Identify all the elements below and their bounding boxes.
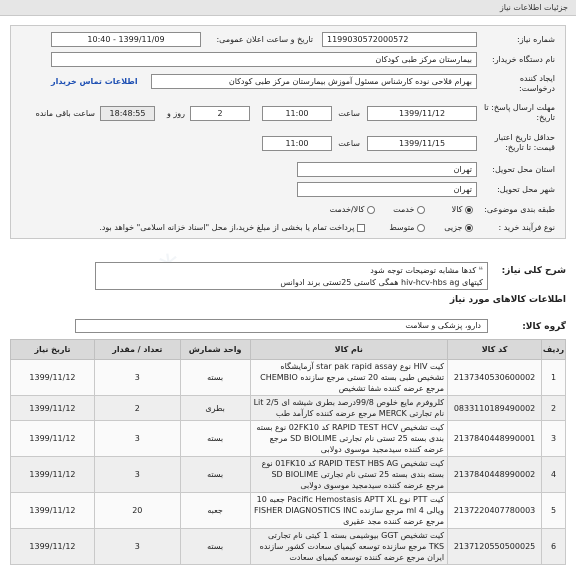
radio-minor[interactable]: [465, 224, 473, 232]
description-line-1: ❝کدها مشابه توضیحات توجه شود: [370, 266, 483, 276]
price-validity-time-field[interactable]: 11:00: [262, 136, 332, 151]
col-qty-header[interactable]: تعداد / مقدار: [94, 340, 180, 360]
item-unit: جعبه: [180, 493, 250, 529]
remaining-label: ساعت باقی مانده: [35, 109, 95, 118]
col-unit-header[interactable]: واحد شمارش: [180, 340, 250, 360]
item-name: کیت تشخیص RAPID TEST HBS AG کد 01FK10 نوع بسته بندی بسته 25 تستی نام تجارتی SD BIOLIME مرجع عرضه کننده سیدمجید موسوی دولابی: [250, 457, 448, 493]
announce-field[interactable]: 1399/11/09 - 10:40: [51, 32, 201, 47]
item-name: کلروفرم مایع خلوص 99/8درصد بطری شیشه ای 2/5 Lit نام تجارتی MERCK مرجع عرضه کننده کارآمد طب: [250, 396, 448, 421]
col-code-header[interactable]: کد کالا: [448, 340, 542, 360]
item-date: 1399/11/12: [11, 529, 95, 565]
province-field[interactable]: تهران: [297, 162, 477, 177]
need-number-field[interactable]: 1199030572000572: [322, 32, 477, 47]
radio-goods-service[interactable]: [367, 206, 375, 214]
page-header: [0, 0, 576, 16]
category-goods-label: کالا: [451, 205, 463, 214]
purchase-type-row: [11, 220, 565, 238]
purchase-minor-label: جزیی: [444, 223, 463, 232]
row-number: 4: [542, 457, 566, 493]
creator-label: ایجاد کننده درخواست:: [519, 74, 555, 93]
remaining-time-field: 18:48:55: [100, 106, 155, 121]
item-code: 2137220407780003: [448, 493, 542, 529]
item-date: 1399/11/12: [11, 360, 95, 396]
table-row[interactable]: [11, 457, 566, 493]
item-qty: 3: [94, 529, 180, 565]
item-name: کیت HIV نوع star pak rapid assay آزمایشگاه تشخیص طبی بسته 20 تستی مرجع سازنده CHEMBIO مرجع عرضه کننده شفا تشخیص: [250, 360, 448, 396]
creator-row: [11, 72, 565, 98]
table-row[interactable]: [11, 421, 566, 457]
buyer-org-row: [11, 52, 565, 70]
buyer-org-label: نام دستگاه خریدار:: [492, 55, 555, 64]
price-validity-time-label: ساعت: [338, 139, 360, 148]
price-validity-date-field[interactable]: 1399/11/15: [367, 136, 477, 151]
buyer-org-field[interactable]: بیمارستان مرکز طبی کودکان: [51, 52, 477, 67]
city-row: [11, 182, 565, 200]
item-unit: بسته: [180, 529, 250, 565]
description-line-2: کیتهای hiv-hcv-hbs ag همگی کاستی 25تستی برند ادوانس: [280, 278, 483, 287]
page-title: جزئیات اطلاعات نیاز: [499, 3, 568, 12]
category-service-label: خدمت: [393, 205, 415, 214]
item-date: 1399/11/12: [11, 493, 95, 529]
item-date: 1399/11/12: [11, 421, 95, 457]
category-option-goods-service[interactable]: [330, 205, 375, 215]
item-unit: بطری: [180, 396, 250, 421]
table-header-row: [11, 340, 566, 360]
description-box: [95, 262, 488, 290]
item-name: کیت تشخیص GGT بیوشیمی بسته 1 کیتی نام تجارتی TKS مرجع سازنده توسعه کیمیای سعادت کشور سازنده ایران مرجع عرضه کننده توسعه کیمیای سعادت: [250, 529, 448, 565]
category-label: طبقه بندی موضوعی:: [484, 205, 555, 214]
price-validity-label: حداقل تاریخ اعتبار قیمت: تا تاریخ:: [494, 133, 555, 152]
item-qty: 20: [94, 493, 180, 529]
row-number: 2: [542, 396, 566, 421]
purchase-type-label: نوع فرآیند خرید :: [498, 223, 555, 232]
category-option-goods[interactable]: [452, 205, 473, 215]
radio-goods[interactable]: [465, 206, 473, 214]
treasury-note: پرداخت تمام یا بخشی از مبلغ خرید،از محل "اسناد خزانه اسلامی" خواهد بود.: [99, 223, 355, 232]
row-number: 5: [542, 493, 566, 529]
quote-icon: ❝: [478, 266, 483, 276]
item-qty: 3: [94, 421, 180, 457]
radio-medium[interactable]: [417, 224, 425, 232]
reply-date-field[interactable]: 1399/11/12: [367, 106, 477, 121]
table-row[interactable]: [11, 360, 566, 396]
creator-field[interactable]: بهرام فلاحی نوده کارشناس مسئول آموزش بیمارستان مرکز طبی کودکان: [151, 74, 477, 89]
need-number-label: شماره نیاز:: [517, 35, 555, 44]
item-code: 0833110189490002: [448, 396, 542, 421]
purchase-option-minor[interactable]: [444, 223, 473, 233]
group-label: گروه کالا:: [522, 322, 566, 332]
item-name: کیت تشخیص RAPID TEST HCV کد 02FK10 نوع بسته بندی بسته 25 تستی نام تجارتی SD BIOLIME مرجع عرضه کننده سیدمجید موسوی دولابی: [250, 421, 448, 457]
item-date: 1399/11/12: [11, 457, 95, 493]
description-label: شرح کلی نیاز:: [501, 266, 566, 276]
item-qty: 3: [94, 360, 180, 396]
item-unit: بسته: [180, 457, 250, 493]
price-validity-row: [11, 132, 565, 158]
category-goods-service-label: کالا/خدمت: [329, 205, 365, 214]
purchase-medium-label: متوسط: [389, 223, 415, 232]
row-number: 3: [542, 421, 566, 457]
reply-deadline-row: [11, 102, 565, 128]
row-number: 6: [542, 529, 566, 565]
category-option-service[interactable]: [393, 205, 425, 215]
buyer-contact-link[interactable]: اطلاعات تماس خریدار: [51, 77, 138, 86]
radio-service[interactable]: [417, 206, 425, 214]
item-code: 2137840448990002: [448, 457, 542, 493]
item-unit: بسته: [180, 360, 250, 396]
item-code: 2137340530600002: [448, 360, 542, 396]
purchase-option-medium[interactable]: [389, 223, 425, 233]
category-row: [11, 202, 565, 220]
items-table: [10, 339, 566, 565]
item-code: 2137840448990001: [448, 421, 542, 457]
reply-time-label: ساعت: [338, 109, 360, 118]
item-date: 1399/11/12: [11, 396, 95, 421]
item-name: کیت PTT نوع Pacific Hemostasis APTT XL جعبه 10 ویالی 4 ml مرجع سازنده FISHER DIAGNOSTICS INC مرجع عرضه کننده مجد عقیری: [250, 493, 448, 529]
table-row[interactable]: [11, 529, 566, 565]
table-row[interactable]: [11, 396, 566, 421]
item-qty: 3: [94, 457, 180, 493]
reply-time-field[interactable]: 11:00: [262, 106, 332, 121]
city-field[interactable]: تهران: [297, 182, 477, 197]
table-row[interactable]: [11, 493, 566, 529]
province-row: [11, 162, 565, 180]
treasury-payment-option[interactable]: [99, 223, 365, 233]
row-number: 1: [542, 360, 566, 396]
item-qty: 2: [94, 396, 180, 421]
reply-deadline-label: مهلت ارسال پاسخ: تا تاریخ:: [483, 103, 555, 122]
days-label: روز و: [167, 109, 185, 118]
group-field: دارو، پزشکی و سلامت: [75, 319, 488, 333]
col-name-header[interactable]: نام کالا: [250, 340, 448, 360]
col-date-header[interactable]: تاریخ نیاز: [11, 340, 95, 360]
items-section-title: اطلاعات کالاهای مورد نیاز: [449, 295, 566, 305]
need-number-row: [11, 32, 565, 50]
need-info-panel: [10, 25, 566, 239]
announce-label: تاریخ و ساعت اعلان عمومی:: [216, 35, 313, 44]
item-code: 2137120550500025: [448, 529, 542, 565]
item-unit: بسته: [180, 421, 250, 457]
province-label: استان محل تحویل:: [492, 165, 555, 174]
col-row-header[interactable]: ردیف: [542, 340, 566, 360]
treasury-checkbox[interactable]: [357, 224, 365, 232]
city-label: شهر محل تحویل:: [497, 185, 555, 194]
days-field[interactable]: 2: [190, 106, 250, 121]
